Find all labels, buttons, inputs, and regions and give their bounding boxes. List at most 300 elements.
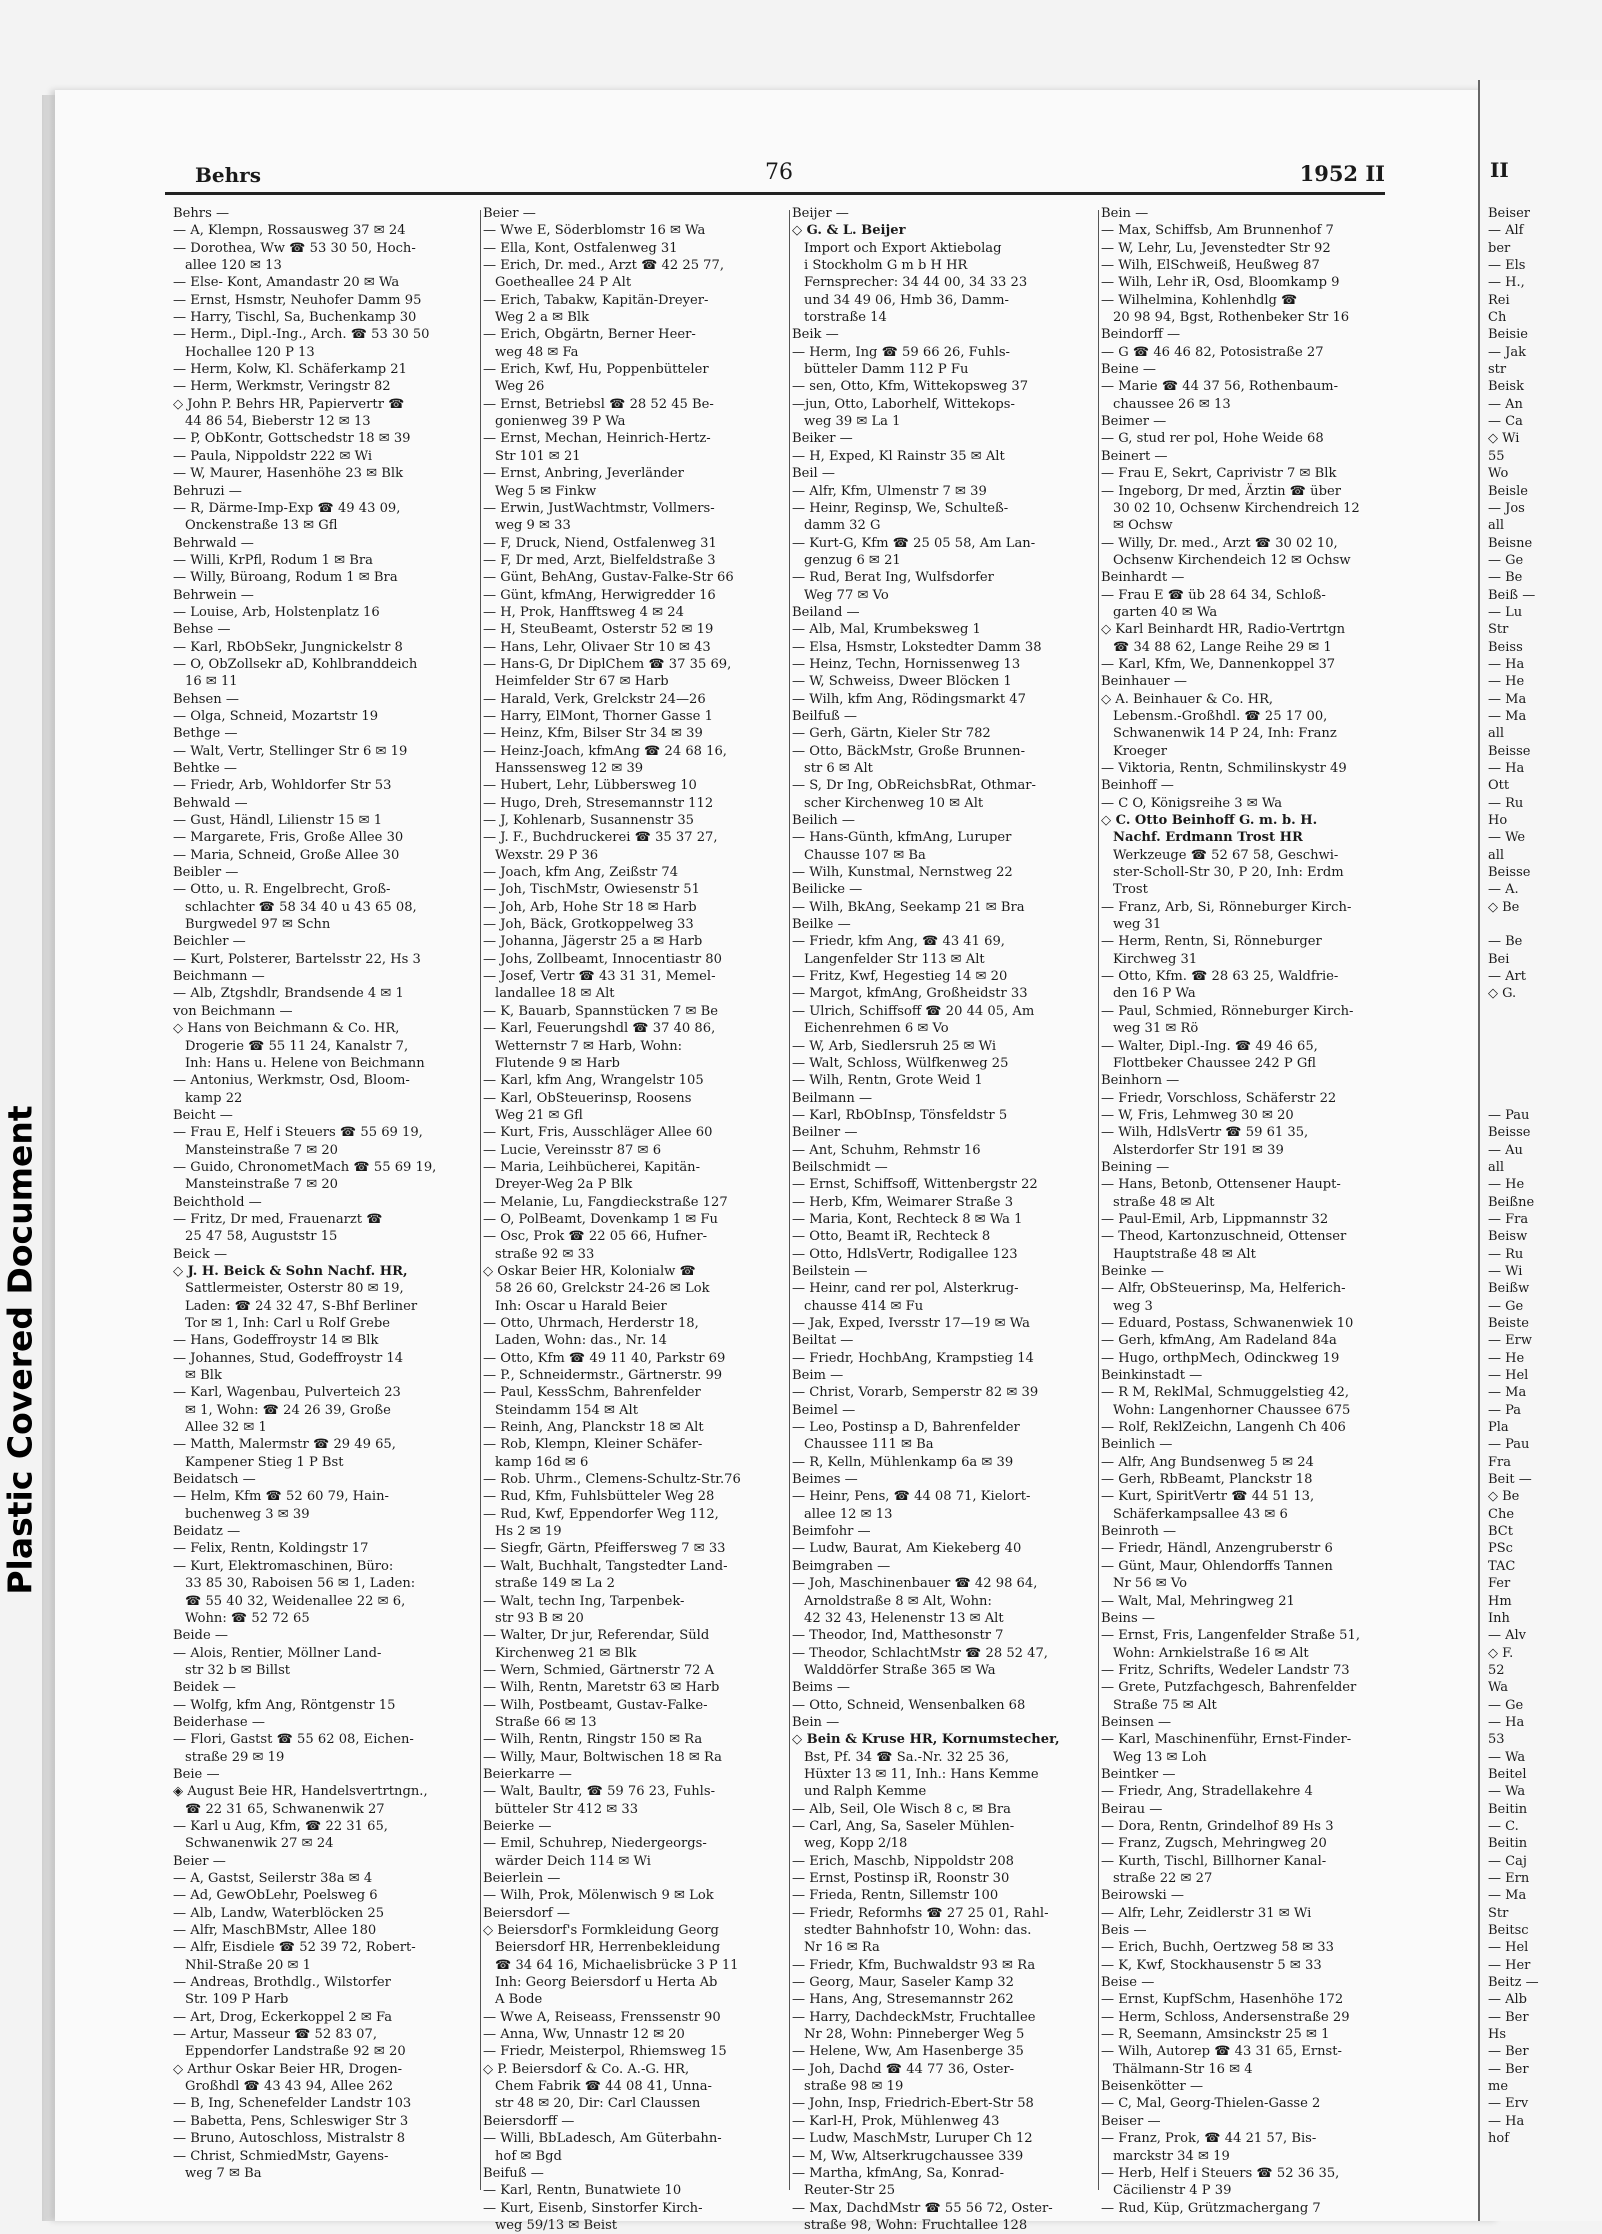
- directory-entry-line: — Hans, Godeffroystr 14 ✉ Blk: [173, 1333, 379, 1349]
- directory-entry-line: Beilicke —: [792, 882, 863, 898]
- directory-entry-line: — Ernst, Hsmstr, Neuhofer Damm 95: [173, 292, 422, 308]
- facing-page-line: Beißw: [1488, 1281, 1530, 1297]
- directory-entry-line: — Margarete, Fris, Große Allee 30: [173, 830, 404, 846]
- facing-page-line: — C.: [1488, 1818, 1519, 1834]
- directory-entry-line: — F, Dr med, Arzt, Bielfeldstraße 3: [483, 552, 716, 568]
- directory-entry-line: 44 86 54, Bieberstr 12 ✉ 13: [185, 414, 371, 430]
- facing-page-line: — Hel: [1488, 1940, 1529, 1956]
- directory-entry-line: — Heinr, Reginsp, We, Schulteß-: [792, 500, 1009, 516]
- directory-entry-line: ◇ Oskar Beier HR, Kolonialw ☎: [483, 1263, 696, 1279]
- directory-entry-line: Beiser —: [1101, 2113, 1161, 2129]
- facing-page-line: ◇ Wi: [1488, 431, 1520, 447]
- directory-entry-line: — Otto, Kfm ☎ 49 11 40, Parkstr 69: [483, 1350, 726, 1366]
- directory-entry-line: scher Kirchenweg 10 ✉ Alt: [804, 795, 984, 811]
- directory-entry-line: ☎ 22 31 65, Schwanenwik 27: [185, 1801, 385, 1817]
- directory-entry-line: — J, Kohlenarb, Susannenstr 35: [483, 813, 694, 829]
- facing-page-line: — Pau: [1488, 1437, 1530, 1453]
- header-rule: [165, 192, 1385, 195]
- facing-page-line: — Ru: [1488, 795, 1524, 811]
- directory-entry-line: — B, Ing, Schenefelder Landstr 103: [173, 2096, 412, 2112]
- directory-entry-line: — Erwin, JustWachtmstr, Vollmers-: [483, 500, 715, 516]
- facing-page-line: — Ber: [1488, 2061, 1529, 2077]
- facing-page-line: Beiser: [1488, 206, 1530, 221]
- directory-entry-line: Weg 77 ✉ Vo: [804, 587, 889, 603]
- directory-entry-line: — Olga, Schneid, Mozartstr 19: [173, 708, 379, 724]
- directory-entry-line: Beimfohr —: [792, 1524, 871, 1540]
- directory-entry-line: — Otto, u. R. Engelbrecht, Groß-: [173, 882, 391, 898]
- facing-page-line: — H.,: [1488, 275, 1525, 291]
- directory-entry-line: allee 12 ✉ 13: [804, 1506, 893, 1522]
- facing-page-line: — Els: [1488, 258, 1526, 274]
- directory-entry-line: — Karl, Rentn, Bunatwiete 10: [483, 2183, 682, 2199]
- facing-page-line: — Au: [1488, 1142, 1523, 1158]
- directory-entry-line: — Marie ☎ 44 37 56, Rothenbaum-: [1101, 379, 1339, 395]
- directory-entry-line: — Walt, techn Ing, Tarpenbek-: [483, 1593, 685, 1609]
- facing-page-line: TAC: [1488, 1558, 1516, 1574]
- directory-entry-line: Drogerie ☎ 55 11 24, Kanalstr 7,: [185, 1038, 409, 1054]
- facing-page-line: Beisne: [1488, 535, 1533, 551]
- directory-entry-line: — Herb, Kfm, Weimarer Straße 3: [792, 1194, 1014, 1210]
- directory-entry-line: Werkzeuge ☎ 52 67 58, Geschwi-: [1113, 847, 1339, 863]
- directory-entry-line: — P., Schneidermstr., Gärtnerstr. 99: [483, 1368, 723, 1384]
- directory-entry-line: — Herm, Rentn, Si, Rönneburger: [1101, 934, 1322, 950]
- directory-entry-line: Weg 5 ✉ Finkw: [495, 483, 597, 499]
- directory-entry-line: — Erich, Maschb, Nippoldstr 208: [792, 1853, 1015, 1869]
- facing-page-line: — Ma: [1488, 1385, 1527, 1401]
- directory-entry-line: — Karl-H, Prok, Mühlenweg 43: [792, 2113, 1000, 2129]
- directory-entry-line: — Karl, Wagenbau, Pulverteich 23: [173, 1385, 401, 1401]
- directory-entry-line: — Karl, RbObInsp, Tönsfeldstr 5: [792, 1107, 1008, 1123]
- directory-entry-line: Wohn: Langenhorner Chaussee 675: [1113, 1402, 1351, 1418]
- column-1: [173, 205, 467, 2195]
- directory-entry-line: bütteler Damm 112 P Fu: [804, 362, 969, 378]
- facing-page-line: Beisse: [1488, 743, 1531, 759]
- directory-entry-line: — Otto, BäckMstr, Große Brunnen-: [792, 743, 1025, 759]
- directory-entry-line: Mansteinstraße 7 ✉ 20: [185, 1177, 338, 1193]
- directory-entry-line: — Herm, Werkmstr, Veringstr 82: [173, 379, 391, 395]
- facing-page-line: — Alv: [1488, 1628, 1527, 1644]
- directory-entry-line: — Alfr, ObSteuerinsp, Ma, Helferich-: [1101, 1281, 1346, 1297]
- directory-entry-line: Beise —: [1101, 1975, 1155, 1991]
- directory-entry-line: — Karl, ObSteuerinsp, Roosens: [483, 1090, 692, 1106]
- facing-page-line: — Caj: [1488, 1853, 1527, 1869]
- directory-entry-line: str 93 B ✉ 20: [495, 1610, 584, 1626]
- facing-page-line: — Ha: [1488, 656, 1525, 672]
- directory-entry-line: straße 98 ✉ 19: [804, 2079, 904, 2095]
- directory-entry-line: Wexstr. 29 P 36: [495, 847, 599, 863]
- directory-entry-line: — Walt, Mal, Mehringweg 21: [1101, 1593, 1295, 1609]
- directory-entry-line: — Joh, Dachd ☎ 44 77 36, Oster-: [792, 2061, 1015, 2077]
- directory-entry-line: weg, Kopp 2/18: [804, 1836, 908, 1852]
- directory-entry-line: Hüxter 13 ✉ 11, Inh.: Hans Kemme: [804, 1766, 1039, 1782]
- facing-page-line: Beiste: [1488, 1316, 1529, 1331]
- directory-entry-line: Beimgraben —: [792, 1558, 891, 1574]
- directory-entry-line: — Leo, Postinsp a D, Bahrenfelder: [792, 1420, 1020, 1436]
- directory-entry-line: Hs 2 ✉ 19: [495, 1524, 562, 1540]
- directory-entry-line: — Reinh, Ang, Planckstr 18 ✉ Alt: [483, 1420, 704, 1436]
- directory-entry-line: ◇ Hans von Beichmann & Co. HR,: [173, 1021, 400, 1037]
- directory-entry-line: Beibler —: [173, 865, 239, 881]
- facing-page-line: Wa: [1488, 1680, 1508, 1696]
- directory-entry-line: — Johannes, Stud, Godeffroystr 14: [173, 1350, 404, 1366]
- directory-entry-line: ◇ Beiersdorf's Formkleidung Georg: [483, 1923, 719, 1939]
- directory-entry-line: weg 31 ✉ Rö: [1113, 1021, 1199, 1037]
- facing-page-line: — Be: [1488, 934, 1523, 950]
- column-2: [483, 205, 777, 2233]
- directory-entry-line: Beierkarre —: [483, 1766, 572, 1782]
- facing-page-line: 55: [1488, 448, 1505, 464]
- directory-entry-line: den 16 P Wa: [1113, 986, 1196, 1002]
- directory-entry-line: — Alfr, Eisdiele ☎ 52 39 72, Robert-: [173, 1940, 416, 1956]
- directory-entry-line: Weg 2 a ✉ Blk: [495, 310, 590, 326]
- directory-entry-line: Beiker —: [792, 431, 853, 447]
- directory-entry-line: — Dorothea, Ww ☎ 53 30 50, Hoch-: [173, 240, 416, 256]
- facing-page-line: Fer: [1488, 1576, 1511, 1592]
- directory-entry-line: Beilschmidt —: [792, 1159, 888, 1175]
- directory-entry-line: Beilstein —: [792, 1263, 868, 1279]
- directory-entry-line: — Otto, Kfm. ☎ 28 63 25, Waldfrie-: [1101, 969, 1339, 985]
- facing-page-line: Fra: [1488, 1454, 1511, 1470]
- directory-entry-line: Bst, Pf. 34 ☎ Sa.-Nr. 32 25 36,: [804, 1749, 1010, 1765]
- directory-entry-line: — Gerh, Gärtn, Kieler Str 782: [792, 726, 991, 742]
- directory-entry-line: — Hans-G, Dr DiplChem ☎ 37 35 69,: [483, 656, 732, 672]
- directory-entry-line: Beilner —: [792, 1125, 858, 1141]
- directory-entry-line: —jun, Otto, Laborhelf, Wittekops-: [792, 396, 1015, 412]
- facing-page-line: Ott: [1488, 778, 1510, 794]
- directory-entry-line: Straße 66 ✉ 13: [495, 1714, 597, 1730]
- directory-entry-line: — Hans, Lehr, Olivaer Str 10 ✉ 43: [483, 639, 711, 655]
- directory-entry-line: Schwanenwik 27 ✉ 24: [185, 1836, 334, 1852]
- directory-entry-line: — Hans, Ang, Stresemannstr 262: [792, 1992, 1014, 2008]
- directory-entry-line: — Rud, Küp, Grützmachergang 7: [1101, 2200, 1321, 2216]
- header-year: 1952 II: [1299, 161, 1385, 186]
- directory-entry-line: — Johanna, Jägerstr 25 a ✉ Harb: [483, 934, 703, 950]
- directory-entry-line: — Walt, Vertr, Stellinger Str 6 ✉ 19: [173, 743, 408, 759]
- facing-page-line: Beisw: [1488, 1229, 1528, 1245]
- directory-entry-line: Reuter-Str 25: [804, 2183, 896, 2199]
- facing-page-line: — We: [1488, 830, 1526, 846]
- directory-entry-line: Nhil-Straße 20 ✉ 1: [185, 1957, 311, 1973]
- directory-entry-line: Inh: Hans u. Helene von Beichmann: [185, 1055, 425, 1071]
- directory-entry-line: hof ✉ Bgd: [495, 2148, 562, 2164]
- directory-entry-line: — Babetta, Pens, Schleswiger Str 3: [173, 2113, 409, 2129]
- directory-entry-line: — Harry, DachdeckMstr, Fruchtallee: [792, 2009, 1036, 2025]
- directory-entry-line: — Rob. Uhrm., Clemens-Schultz-Str.76: [483, 1472, 741, 1488]
- directory-entry-line: — Harry, ElMont, Thorner Gasse 1: [483, 708, 713, 724]
- directory-entry-line: — Heinz, Techn, Hornissenweg 13: [792, 656, 1021, 672]
- directory-entry-line: — Hans, Betonb, Ottensener Haupt-: [1101, 1177, 1341, 1193]
- directory-entry-line: Schäferkampsallee 43 ✉ 6: [1113, 1506, 1288, 1522]
- directory-entry-line: Beie —: [173, 1766, 220, 1782]
- directory-entry-line: Inh: Georg Beiersdorf u Herta Ab: [495, 1975, 718, 1991]
- directory-entry-line: Beiltat —: [792, 1333, 854, 1349]
- directory-entry-line: — Friedr, Reformhs ☎ 27 25 01, Rahl-: [792, 1905, 1049, 1921]
- facing-page-line: Inh: [1488, 1610, 1510, 1626]
- directory-entry-line: — Paul-Emil, Arb, Lippmannstr 32: [1101, 1211, 1329, 1227]
- directory-entry-line: Beier —: [483, 206, 536, 221]
- directory-entry-line: Behsen —: [173, 691, 239, 707]
- directory-entry-line: — Herb, Helf i Steuers ☎ 52 36 35,: [1101, 2165, 1340, 2181]
- directory-entry-line: — Franz, Zugsch, Mehringweg 20: [1101, 1836, 1327, 1852]
- directory-entry-line: — Osc, Prok ☎ 22 05 66, Hufner-: [483, 1229, 708, 1245]
- facing-page-line: — Ca: [1488, 414, 1523, 430]
- directory-entry-line: — Kurt, Elektromaschinen, Büro:: [173, 1558, 394, 1574]
- directory-entry-line: — Alb, Seil, Ole Wisch 8 c, ✉ Bra: [792, 1801, 1011, 1817]
- facing-page-line: Beiß —: [1488, 587, 1536, 603]
- directory-entry-line: — Fritz, Schrifts, Wedeler Landstr 73: [1101, 1662, 1350, 1678]
- facing-page-line: 52: [1488, 1662, 1505, 1678]
- directory-entry-line: — Walt, Buchhalt, Tangstedter Land-: [483, 1558, 728, 1574]
- directory-entry-line: Beinkinstadt —: [1101, 1368, 1203, 1384]
- directory-entry-line: Beiderhase —: [173, 1714, 265, 1730]
- directory-entry-line: Dreyer-Weg 2a P Blk: [495, 1177, 633, 1193]
- directory-entry-line: — Ernst, Betriebsl ☎ 28 52 45 Be-: [483, 396, 714, 412]
- facing-page-line: — Pau: [1488, 1107, 1530, 1123]
- directory-entry-line: — H, Prok, Hanfftsweg 4 ✉ 24: [483, 604, 684, 620]
- directory-entry-line: ◇ G. & L. Beijer: [792, 223, 906, 239]
- directory-entry-line: i Stockholm G m b H HR: [804, 258, 968, 274]
- directory-entry-line: Beil —: [792, 466, 836, 482]
- directory-entry-line: Allee 32 ✉ 1: [185, 1420, 267, 1436]
- directory-entry-line: Beinroth —: [1101, 1524, 1177, 1540]
- directory-entry-line: — R, Kelln, Mühlenkamp 6a ✉ 39: [792, 1454, 1014, 1470]
- directory-entry-line: — Art, Drog, Eckerkoppel 2 ✉ Fa: [173, 2009, 393, 2025]
- directory-entry-line: Langenfelder Str 113 ✉ Alt: [804, 951, 985, 967]
- directory-entry-line: Beiersdorf —: [483, 1905, 570, 1921]
- directory-entry-line: — Hubert, Lehr, Lübbersweg 10: [483, 778, 697, 794]
- directory-entry-line: Eppendorfer Landstraße 92 ✉ 20: [185, 2044, 406, 2060]
- facing-page-line: Rei: [1488, 292, 1510, 308]
- directory-entry-line: Weg 21 ✉ Gfl: [495, 1107, 583, 1123]
- directory-entry-line: Hauptstraße 48 ✉ Alt: [1113, 1246, 1256, 1262]
- facing-page-line: — Ma: [1488, 1888, 1527, 1904]
- directory-entry-line: ◇ C. Otto Beinhoff G. m. b. H.: [1101, 813, 1318, 829]
- directory-entry-line: — R, Därme-Imp-Exp ☎ 49 43 09,: [173, 500, 401, 516]
- directory-entry-line: — R, Seemann, Amsinckstr 25 ✉ 1: [1101, 2027, 1330, 2043]
- directory-entry-line: 33 85 30, Raboisen 56 ✉ 1, Laden:: [185, 1576, 416, 1592]
- directory-entry-line: — Georg, Maur, Saseler Kamp 32: [792, 1975, 1014, 1991]
- directory-entry-line: — Alfr, Lehr, Zeidlerstr 31 ✉ Wi: [1101, 1905, 1312, 1921]
- directory-entry-line: — S, Dr Ing, ObReichsbRat, Othmar-: [792, 778, 1036, 794]
- directory-entry-line: — Fritz, Dr med, Frauenarzt ☎: [173, 1211, 383, 1227]
- facing-page-line: — Ma: [1488, 691, 1527, 707]
- directory-entry-line: — Walt, Baultr, ☎ 59 76 23, Fuhls-: [483, 1784, 715, 1800]
- facing-page-line: all: [1488, 518, 1505, 534]
- directory-entry-line: genzug 6 ✉ 21: [804, 552, 901, 568]
- directory-entry-line: — Anna, Ww, Unnastr 12 ✉ 20: [483, 2027, 685, 2043]
- directory-entry-line: Beindorff —: [1101, 327, 1181, 343]
- directory-entry-line: Beierlein —: [483, 1871, 561, 1886]
- directory-entry-line: — Josef, Vertr ☎ 43 31 31, Memel-: [483, 969, 716, 985]
- directory-entry-line: Ochsenw Kirchendeich 12 ✉ Ochsw: [1113, 552, 1351, 568]
- directory-entry-line: — Heinz, Kfm, Bilser Str 34 ✉ 39: [483, 726, 703, 742]
- directory-entry-line: — Maria, Kont, Rechteck 8 ✉ Wa 1: [792, 1211, 1023, 1227]
- directory-entry-line: — Paul, KessSchm, Bahrenfelder: [483, 1385, 701, 1401]
- directory-entry-line: kamp 16d ✉ 6: [495, 1454, 589, 1470]
- directory-entry-line: Steindamm 154 ✉ Alt: [495, 1402, 638, 1418]
- facing-page-line: Ho: [1488, 813, 1508, 829]
- facing-page-line: — Alf: [1488, 223, 1524, 239]
- facing-page-line: — Ha: [1488, 2113, 1525, 2129]
- directory-entry-line: Beier —: [173, 1853, 226, 1869]
- directory-entry-line: — Ernst, Fris, Langenfelder Straße 51,: [1101, 1628, 1360, 1644]
- facing-page-line: — Ru: [1488, 1246, 1524, 1262]
- directory-entry-line: — Felix, Rentn, Koldingstr 17: [173, 1541, 369, 1557]
- directory-entry-line: — John, Insp, Friedrich-Ebert-Str 58: [792, 2096, 1034, 2112]
- directory-entry-line: — Ernst, KupfSchm, Hasenhöhe 172: [1101, 1992, 1344, 2008]
- directory-entry-line: — Rud, Berat Ing, Wulfsdorfer: [792, 570, 994, 586]
- directory-entry-line: Nr 56 ✉ Vo: [1113, 1576, 1187, 1592]
- directory-entry-line: — R M, ReklMal, Schmuggelstieg 42,: [1101, 1385, 1350, 1401]
- directory-entry-line: — Erich, Kwf, Hu, Poppenbütteler: [483, 362, 709, 378]
- directory-entry-line: — Erich, Buchh, Oertzweg 58 ✉ 33: [1101, 1940, 1334, 1956]
- directory-entry-line: Beimer —: [1101, 414, 1167, 430]
- directory-entry-line: Behse —: [173, 622, 231, 638]
- directory-entry-line: Hochallee 120 P 13: [185, 344, 315, 360]
- directory-entry-line: — Heinr, cand rer pol, Alsterkrug-: [792, 1281, 1019, 1297]
- directory-entry-line: — Antonius, Werkmstr, Osd, Bloom-: [173, 1073, 410, 1089]
- facing-page-line: me: [1488, 2079, 1509, 2095]
- directory-entry-line: ◇ Arthur Oskar Beier HR, Drogen-: [173, 2061, 403, 2077]
- directory-entry-line: — Ingeborg, Dr med, Ärztin ☎ über: [1101, 483, 1341, 499]
- directory-entry-line: — Karl, Kfm, We, Dannenkoppel 37: [1101, 656, 1336, 672]
- directory-entry-line: — Else- Kont, Amandastr 20 ✉ Wa: [173, 275, 400, 291]
- directory-entry-line: straße 98, Wohn: Fruchtallee 128: [804, 2217, 1028, 2233]
- directory-entry-line: — Günt, BehAng, Gustav-Falke-Str 66: [483, 570, 734, 586]
- facing-page-line: Beitsc: [1488, 1923, 1529, 1939]
- facing-page-line: Beisk: [1488, 379, 1524, 395]
- directory-entry-line: ☎ 34 88 62, Lange Reihe 29 ✉ 1: [1113, 639, 1332, 655]
- directory-entry-line: — Joach, kfm Ang, Zeißstr 74: [483, 865, 679, 881]
- directory-entry-line: Kirchenweg 21 ✉ Blk: [495, 1645, 637, 1661]
- facing-page-line: Beitel: [1488, 1766, 1527, 1782]
- facing-page-line: [1488, 1072, 1539, 1089]
- directory-entry-line: Beicht —: [173, 1107, 233, 1123]
- directory-entry-line: Beick —: [173, 1246, 228, 1262]
- directory-entry-line: — Erich, Dr. med., Arzt ☎ 42 25 77,: [483, 258, 725, 274]
- directory-entry-line: Beichler —: [173, 934, 246, 950]
- directory-entry-line: Nachf. Erdmann Trost HR: [1113, 830, 1303, 846]
- directory-entry-line: Onckenstraße 13 ✉ Gfl: [185, 518, 338, 534]
- directory-entry-line: Beinlich —: [1101, 1437, 1173, 1453]
- directory-entry-line: Beidatsch —: [173, 1472, 256, 1488]
- directory-entry-line: — K, Bauarb, Spannstücken 7 ✉ Be: [483, 1003, 719, 1019]
- directory-entry-line: — Wilhelmina, Kohlenhdlg ☎: [1101, 292, 1298, 308]
- directory-entry-line: — Alois, Rentier, Möllner Land-: [173, 1645, 382, 1661]
- directory-entry-line: allee 120 ✉ 13: [185, 258, 282, 274]
- directory-entry-line: 42 32 43, Helenenstr 13 ✉ Alt: [804, 1610, 1004, 1626]
- directory-entry-line: Beining —: [1101, 1159, 1170, 1175]
- directory-entry-line: Behrwein —: [173, 587, 254, 603]
- directory-entry-line: — O, ObZollsekr aD, Kohlbranddeich: [173, 656, 418, 672]
- directory-entry-line: — Hans-Günth, kfmAng, Luruper: [792, 830, 1012, 846]
- directory-entry-line: Walddörfer Straße 365 ✉ Wa: [804, 1662, 996, 1678]
- directory-entry-line: straße 149 ✉ La 2: [495, 1576, 615, 1592]
- directory-entry-line: — Christ, Vorarb, Semperstr 82 ✉ 39: [792, 1385, 1039, 1401]
- facing-page-line: Che: [1488, 1506, 1515, 1522]
- directory-entry-line: Beimel —: [792, 1402, 856, 1418]
- facing-page-line: — Ber: [1488, 2044, 1529, 2060]
- directory-entry-line: — Karl, Feuerungshdl ☎ 37 40 86,: [483, 1021, 716, 1037]
- directory-entry-line: Arnoldstraße 8 ✉ Alt, Wohn:: [804, 1593, 992, 1609]
- directory-entry-line: Beiersdorff —: [483, 2113, 575, 2129]
- facing-page-line: — Lu: [1488, 604, 1523, 620]
- facing-page-line: — Ma: [1488, 708, 1527, 724]
- directory-entry-line: — Ernst, Mechan, Heinrich-Hertz-: [483, 431, 711, 447]
- facing-page-line: [1488, 1020, 1539, 1037]
- facing-page-line: [1488, 1055, 1539, 1072]
- directory-entry-line: — G ☎ 46 46 82, Potosistraße 27: [1101, 344, 1324, 360]
- directory-entry-line: — Wwe E, Söderblomstr 16 ✉ Wa: [483, 223, 706, 239]
- directory-entry-line: ◇ J. H. Beick & Sohn Nachf. HR,: [173, 1263, 408, 1279]
- directory-entry-line: — Dora, Rentn, Grindelhof 89 Hs 3: [1101, 1818, 1334, 1834]
- page-edge: [42, 95, 56, 2221]
- header-keyword: Behrs: [195, 163, 261, 187]
- facing-page-line: all: [1488, 847, 1505, 863]
- directory-entry-line: Nr 28, Wohn: Pinneberger Weg 5: [804, 2027, 1025, 2043]
- directory-entry-line: — Frau E, Helf i Steuers ☎ 55 69 19,: [173, 1125, 423, 1141]
- facing-page-line: — Art: [1488, 969, 1526, 985]
- directory-entry-line: — Erich, Tabakw, Kapitän-Dreyer-: [483, 292, 709, 308]
- column-4: [1101, 205, 1395, 2216]
- directory-entry-line: Beirowski —: [1101, 1888, 1185, 1904]
- directory-entry-line: — Karl u Aug, Kfm, ☎ 22 31 65,: [173, 1818, 388, 1834]
- directory-entry-line: weg 59/13 ✉ Beist: [495, 2217, 618, 2233]
- directory-entry-line: Heimfelder Str 67 ✉ Harb: [495, 674, 669, 690]
- directory-entry-line: ☎ 55 40 32, Weidenallee 22 ✉ 6,: [185, 1593, 406, 1609]
- facing-page-line: PSc: [1488, 1541, 1513, 1557]
- facing-page-line: ◇ G.: [1488, 986, 1517, 1002]
- facing-page-line: ◇ F.: [1488, 1645, 1514, 1661]
- facing-page-line: Beisie: [1488, 327, 1528, 343]
- directory-entry-line: — Alfr, MaschBMstr, Allee 180: [173, 1923, 377, 1939]
- directory-entry-line: — Gust, Händl, Lilienstr 15 ✉ 1: [173, 813, 383, 829]
- directory-entry-line: Flutende 9 ✉ Harb: [495, 1055, 620, 1071]
- directory-entry-line: — Margot, kfmAng, Großheidstr 33: [792, 986, 1028, 1002]
- directory-entry-line: A Bode: [495, 1992, 543, 2008]
- facing-page-line: — He: [1488, 1350, 1525, 1366]
- directory-entry-line: 30 02 10, Ochsenw Kirchendreich 12: [1113, 500, 1360, 516]
- facing-page-line: ber: [1488, 240, 1511, 256]
- directory-entry-line: — Helene, Ww, Am Hasenberge 35: [792, 2044, 1024, 2060]
- facing-page-line: — Erv: [1488, 2096, 1529, 2112]
- facing-page-line: — Jak: [1488, 344, 1526, 360]
- directory-entry-line: buchenweg 3 ✉ 39: [185, 1506, 310, 1522]
- directory-entry-line: — Lucie, Vereinsstr 87 ✉ 6: [483, 1142, 662, 1158]
- directory-entry-line: torstraße 14: [804, 310, 887, 326]
- directory-entry-line: weg 9 ✉ 33: [495, 518, 571, 534]
- directory-entry-line: Fernsprecher: 34 44 00, 34 33 23: [804, 275, 1028, 291]
- directory-entry-line: — Wilh, Rentn, Ringstr 150 ✉ Ra: [483, 1732, 703, 1748]
- directory-entry-line: stedter Bahnhofstr 10, Wohn: das.: [804, 1923, 1032, 1939]
- directory-entry-line: — Joh, TischMstr, Owiesenstr 51: [483, 882, 700, 898]
- directory-entry-line: Trost: [1113, 882, 1148, 898]
- directory-entry-line: chausse 414 ✉ Fu: [804, 1298, 924, 1314]
- facing-page-line: Beitz —: [1488, 1975, 1539, 1991]
- directory-entry-line: — Wilh, Autorep ☎ 43 31 65, Ernst-: [1101, 2044, 1342, 2060]
- directory-entry-line: — Wwe A, Reiseass, Frenssenstr 90: [483, 2009, 721, 2025]
- facing-page-line: — Wa: [1488, 1749, 1526, 1765]
- facing-page-line: Str: [1488, 622, 1509, 638]
- directory-entry-line: Behruzi —: [173, 483, 242, 499]
- directory-entry-line: Beidek —: [173, 1680, 236, 1696]
- facing-page-line: all: [1488, 726, 1505, 742]
- directory-entry-line: — Ernst, Anbring, Jeverländer: [483, 466, 684, 482]
- directory-entry-line: Alsterdorfer Str 191 ✉ 39: [1113, 1142, 1284, 1158]
- directory-entry-line: — Kurt-G, Kfm ☎ 25 05 58, Am Lan-: [792, 535, 1036, 551]
- directory-entry-line: Nr 16 ✉ Ra: [804, 1940, 880, 1956]
- directory-entry-line: — Karl, Maschinenführ, Ernst-Finder-: [1101, 1732, 1352, 1748]
